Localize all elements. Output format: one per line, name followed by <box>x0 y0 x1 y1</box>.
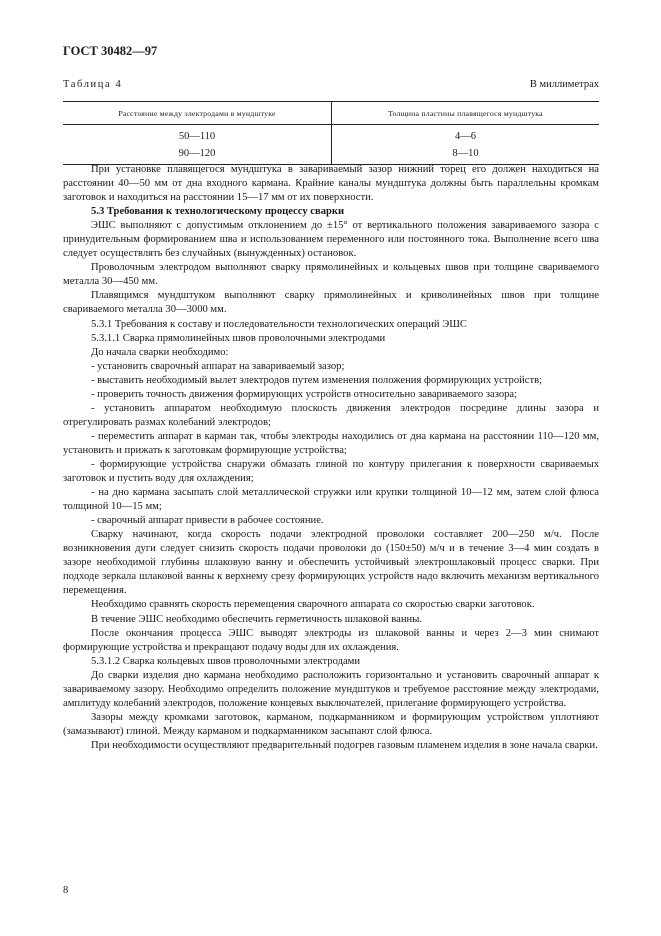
paragraph: До начала сварки необходимо: <box>91 346 229 358</box>
table-cell: 8—10 <box>332 145 600 165</box>
table-cell: 4—6 <box>455 131 476 142</box>
paragraph: До сварки изделия дно кармана необходимо расположить горизонтально и установить сварочный аппарат к завариваемому зазору. Необходимо определить положение мундштуков и требуемое расстояние между электродами, амплитуду колебаний электродов, положение концевых выключателей, прилегание формирующего устройства. <box>63 669 599 709</box>
paragraph: При необходимости осуществляют предварительный подогрев газовым пламенем изделия в зоне начала сварки. <box>91 739 598 751</box>
paragraph: - выставить необходимый вылет электродов путем изменения положения формирующих устройств; <box>91 374 543 386</box>
paragraph: 5.3.1.2 Сварка кольцевых швов проволочными электродами <box>91 655 361 667</box>
data-table <box>63 101 599 165</box>
paragraph: Плавящимся мундштуком выполняют сварку прямолинейных и криволинейных швов при толщине свариваемого металла 30—3000 мм. <box>63 290 599 316</box>
paragraph: - установить сварочный аппарат на завариваемый зазор; <box>91 360 345 372</box>
paragraph: При установке плавящегося мундштука в завариваемый зазор нижний торец его должен находиться на расстоянии 40—50 мм от дна входного кармана. Крайние каналы мундштука должны быть параллельны кромкам заготовок и находиться на расстоянии 15—17 мм от их поверхности. <box>63 164 599 204</box>
table-header-row <box>63 102 599 125</box>
table-label: Таблица 4 <box>63 79 123 90</box>
page-number: 8 <box>63 885 69 896</box>
paragraph: 5.3.1.1 Сварка прямолинейных швов проволочными электродами <box>91 332 386 344</box>
table-cell: 90—120 <box>63 145 332 165</box>
paragraph: Зазоры между кромками заготовок, карманом, подкарманником и формирующим устройством уплотняют (замазывают) глиной. Между карманом и подкарманником засыпают слой флюса. <box>63 711 599 737</box>
paragraph: Необходимо сравнять скорость перемещения сварочного аппарата со скоростью сварки заготовок. <box>91 599 535 611</box>
paragraph: - переместить аппарат в карман так, чтобы электроды находились от дна кармана на расстоянии 110—120 мм, установить и прижать к заготовкам формирующие устройства; <box>63 430 599 456</box>
paragraph: В течение ЭШС необходимо обеспечить герметичность шлаковой ванны. <box>91 613 422 625</box>
document-code: ГОСТ 30482—97 <box>63 44 158 58</box>
table-row <box>63 145 599 165</box>
paragraph: ЭШС выполняют с допустимым отклонением до ±15° от вертикального положения завариваемого зазора с принудительным формированием шва и использованием переменного или постоянного тока. Выполнение всего шва следует осуществлять без случайных (вынужденных) остановок. <box>63 220 599 260</box>
table-units: В миллиметрах <box>529 79 599 90</box>
paragraph: - сварочный аппарат привести в рабочее состояние. <box>91 515 324 527</box>
paragraph: Проволочным электродом выполняют сварку прямолинейных и кольцевых швов при толщине свариваемого металла 30—450 мм. <box>63 262 599 288</box>
body-text <box>63 163 599 753</box>
paragraph: - формирующие устройства снаружи обмазать глиной по контуру прилегания к поверхности свариваемых заготовок и пустить воду для охлаждения; <box>63 458 599 485</box>
table-row <box>63 125 599 146</box>
table-cell: 50—110 <box>63 125 332 146</box>
paragraph: Сварку начинают, когда скорость подачи электродной проволоки составляет 200—250 м/ч. После возникновения дуги следует снизить скорость подачи проволоки до (150±50) м/ч и в течение 3—4 мин создать в зазоре необходимой глубины шлаковую ванну и обеспечить устойчивый электрошлаковый процесс сварки. При подходе зеркала шлаковой ванны к верхнему срезу формирующих устройств надо включить механизм вертикального перемещения. <box>63 529 599 597</box>
paragraph: - проверить точность движения формирующих устройств относительно завариваемого зазора; <box>91 388 518 400</box>
paragraph: - установить аппаратом необходимую плоскость движения электродов посредине длины зазора и отрегулировать размах колебаний электродов; <box>63 402 599 428</box>
column-header-thickness: Толщина пластины плавящегося мундштука <box>332 102 600 125</box>
section-heading: 5.3 Требования к технологическому процессу сварки <box>91 206 345 218</box>
paragraph: 5.3.1 Требования к составу и последовательности технологических операций ЭШС <box>91 318 467 330</box>
paragraph: После окончания процесса ЭШС выводят электроды из шлаковой ванны и через 2—3 мин снимают формирующие устройства и прекращают подачу воды для их охлаждения. <box>63 627 599 653</box>
column-header-distance: Расстояние между электродами в мундштуке <box>63 102 332 125</box>
paragraph: - на дно кармана засыпать слой металлической стружки или крупки толщиной 10—12 мм, затем слой флюса толщиной 10—15 мм; <box>63 487 599 513</box>
